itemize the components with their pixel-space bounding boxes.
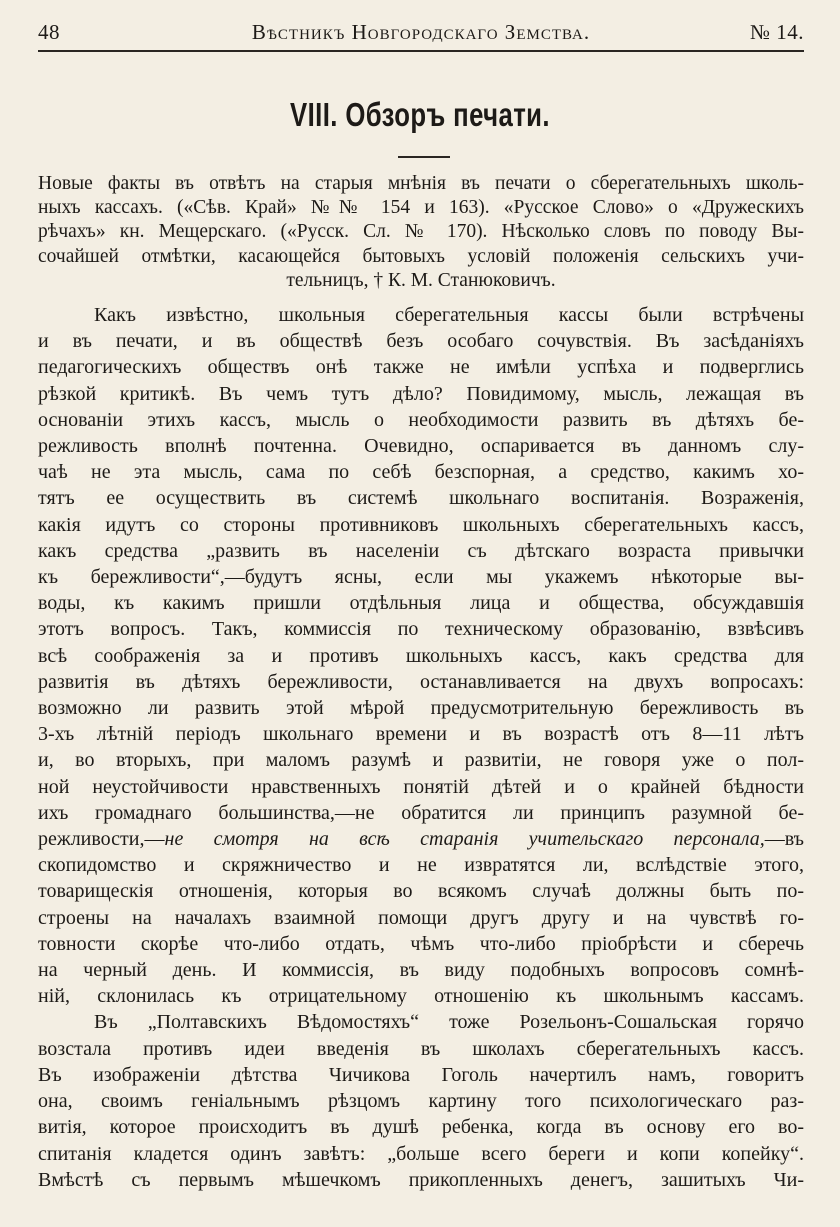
body-line: она, своимъ геніальнымъ рѣзцомъ картину того психологическаго раз-	[38, 1090, 804, 1113]
body-line: скопидомство и скряжничество и не извратятся ли, вслѣдствіе этого,	[38, 854, 804, 877]
body-line: основаніи этихъ кассъ, мысль о необходимости развить въ дѣтяхъ бе-	[38, 408, 804, 431]
article-body	[38, 302, 804, 1193]
summary-line: сочайшей отмѣтки, касающейся бытовыхъ условій положенія сельскихъ учи-	[38, 245, 804, 267]
section-title: VIII. Обзоръ печати.	[290, 96, 550, 133]
body-line: строены на началахъ взаимной помощи другъ другу и на чувствѣ го-	[38, 906, 804, 929]
body-line: 3-хъ лѣтній періодъ школьнаго времени и въ возрастѣ отъ 8—11 лѣтъ	[38, 723, 804, 746]
body-line: возстала противъ идеи введенія въ школахъ сберегательныхъ кассъ.	[38, 1037, 804, 1060]
body-line: ній, склонилась къ отрицательному отношенію къ школьнымъ кассамъ.	[38, 985, 804, 1008]
body-line: на черный день. И коммиссія, въ виду подобныхъ вопросовъ сомнѣ-	[38, 959, 804, 982]
body-line: товности скорѣе что-либо отдать, чѣмъ что-либо пріобрѣсти и сберечь	[38, 932, 804, 955]
body-line: Въ „Полтавскихъ Вѣдомостяхъ“ тоже Розельонъ-Сошальская горячо	[94, 1011, 804, 1034]
body-line: возможно ли развить этой мѣрой предусмотрительную бережливость въ	[38, 697, 804, 720]
body-line: этотъ вопросъ. Такъ, коммиссія по техническому образованію, взвѣсивъ	[38, 618, 804, 641]
italic-emphasis: не смотря на всѣ старанія учительскаго персонала,	[164, 828, 765, 851]
body-line: къ бережливости“,—будутъ ясны, если мы укажемъ нѣкоторые вы-	[38, 566, 804, 589]
running-header	[38, 16, 804, 52]
summary-line: Новые факты въ отвѣтъ на старыя мнѣнія въ печати о сберегательныхъ школь-	[38, 173, 804, 194]
body-line: режливость вполнѣ почтенна. Очевидно, оспаривается въ данномъ слу-	[38, 435, 804, 458]
summary-line: рѣчахъ» кн. Мещерскаго. («Русск. Сл. № 170). Нѣсколько словъ по поводу Вы-	[38, 221, 804, 243]
body-line: и въ печати, и въ обществѣ безъ особаго сочувствія. Въ засѣданіяхъ	[38, 330, 804, 353]
body-line: Вмѣстѣ съ первымъ мѣшечкомъ прикопленныхъ денегъ, зашитыхъ Чи-	[38, 1168, 804, 1191]
body-line: и, во вторыхъ, при маломъ разумѣ и развитіи, не говоря уже о пол-	[38, 749, 804, 772]
body-line: педагогическихъ обществъ онѣ также не имѣли успѣха и подверглись	[38, 356, 804, 379]
line-text: —въ	[764, 828, 804, 851]
body-line: развитія въ дѣтяхъ бережливости, останавливается на двухъ вопросахъ:	[38, 670, 804, 693]
body-line: товарищескія отношенія, которыя во всякомъ случаѣ должны быть по-	[38, 880, 804, 903]
line-text: режливости,—	[38, 828, 165, 851]
title-divider	[398, 156, 450, 158]
issue-number: № 14.	[749, 20, 804, 44]
body-line: спитанія кладется одинъ завѣтъ: „больше всего береги и копи копейку“.	[38, 1142, 804, 1165]
body-line: Въ изображеніи дѣтства Чичикова Гоголь начертилъ намъ, говоритъ	[38, 1063, 804, 1086]
body-line: рѣзкой критикѣ. Въ чемъ тутъ дѣло? Повидимому, мысль, лежащая въ	[38, 382, 804, 405]
body-line: ной неустойчивости нравственныхъ понятій дѣтей и о крайней бѣдности	[38, 775, 804, 798]
summary-line: тельницъ, † К. М. Станюковичъ.	[286, 269, 556, 291]
body-line: тятъ ее осуществить въ системѣ школьнаго воспитанія. Возраженія,	[38, 487, 804, 510]
summary-line: ныхъ кассахъ. («Сѣв. Край» №№ 154 и 163). «Русское Слово» о «Дружескихъ	[38, 197, 804, 219]
section-summary	[38, 172, 804, 293]
body-line: какія идутъ со стороны противниковъ школьныхъ сберегательныхъ кассъ,	[38, 513, 804, 536]
body-line: воды, къ какимъ пришли отдѣльныя лица и общества, обсуждавшія	[38, 592, 804, 615]
body-line: ихъ громаднаго большинства,—не обратится ли принципъ разумной бе-	[38, 801, 804, 824]
body-line-with-emphasis	[38, 826, 804, 852]
body-line: Какъ извѣстно, школьныя сберегательныя кассы были встрѣчены	[94, 304, 804, 326]
page-number: 48	[38, 20, 60, 44]
body-line: всѣ соображенія за и противъ школьныхъ кассъ, какъ средства для	[38, 644, 804, 667]
body-line: витія, которое происходитъ въ душѣ ребенка, когда въ основу его во-	[38, 1116, 804, 1139]
journal-title: Вѣстникъ Новгородскаго Земства.	[251, 20, 591, 44]
body-line: чаѣ не эта мысль, сама по себѣ безспорная, а средство, какимъ хо-	[38, 461, 804, 484]
body-line: какъ средства „развить въ населеніи съ дѣтскаго возраста привычки	[38, 539, 804, 562]
